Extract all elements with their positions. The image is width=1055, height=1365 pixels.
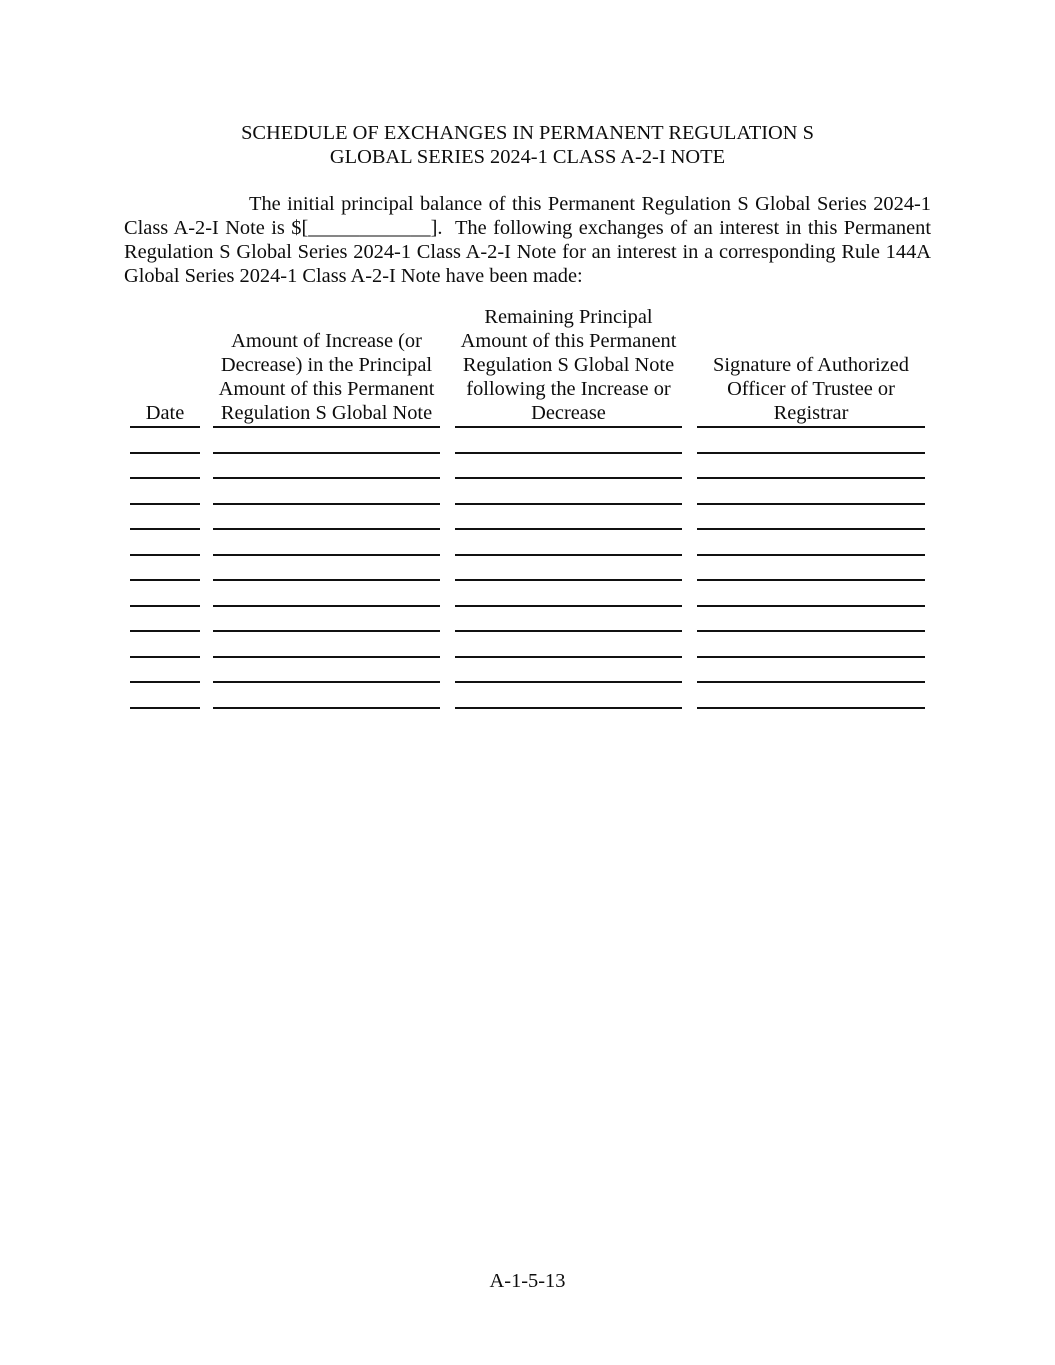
blank-entry-line (213, 530, 440, 556)
blank-entry-line (697, 428, 925, 454)
table-row (130, 581, 925, 607)
table-row (130, 658, 925, 684)
column-header-remaining-principal (455, 305, 682, 428)
table-row (130, 632, 925, 658)
blank-entry-line (455, 428, 682, 454)
blank-entry-line (697, 683, 925, 709)
blank-entry-line (697, 632, 925, 658)
column-header-line: Decrease (531, 402, 606, 424)
paragraph-line: Class A-2-I Note is $[____________]. The following exchanges of an interest in this Permanent (124, 217, 931, 239)
blank-entry-line (130, 683, 200, 709)
blank-entry-line (697, 479, 925, 505)
blank-entry-line (130, 479, 200, 505)
blank-entry-line (697, 658, 925, 684)
blank-entry-line (213, 581, 440, 607)
blank-entry-line (697, 607, 925, 633)
blank-entry-line (130, 505, 200, 531)
column-header-line: Regulation S Global Note (462, 354, 675, 376)
blank-entry-line (455, 556, 682, 582)
blank-entry-line (130, 658, 200, 684)
exchange-schedule-table (130, 305, 925, 709)
column-header-line: Date (145, 402, 185, 424)
blank-entry-line (213, 607, 440, 633)
blank-entry-line (697, 454, 925, 480)
column-header-line: Decrease) in the Principal (220, 354, 433, 376)
blank-entry-line (130, 428, 200, 454)
column-header-signature (697, 353, 925, 428)
blank-entry-line (130, 607, 200, 633)
blank-entry-line (455, 581, 682, 607)
intro-paragraph (124, 192, 931, 288)
table-row (130, 683, 925, 709)
table-row (130, 428, 925, 454)
blank-entry-line (130, 632, 200, 658)
column-header-line: Amount of this Permanent (460, 330, 677, 352)
table-row (130, 530, 925, 556)
blank-entry-line (213, 556, 440, 582)
blank-entry-line (697, 530, 925, 556)
table-row (130, 607, 925, 633)
page-number: A-1-5-13 (489, 1270, 566, 1292)
blank-entry-line (455, 683, 682, 709)
blank-entry-line (130, 530, 200, 556)
table-row (130, 556, 925, 582)
document-title (0, 121, 1055, 169)
table-header (130, 305, 925, 428)
table-rows (130, 428, 925, 709)
blank-entry-line (213, 505, 440, 531)
title-line: GLOBAL SERIES 2024-1 CLASS A-2-I NOTE (329, 146, 726, 168)
blank-entry-line (455, 454, 682, 480)
blank-entry-line (213, 658, 440, 684)
paragraph-line: Global Series 2024-1 Class A-2-I Note have been made: (124, 265, 583, 287)
blank-entry-line (455, 505, 682, 531)
blank-entry-line (130, 454, 200, 480)
column-header-date (130, 401, 200, 428)
blank-entry-line (455, 607, 682, 633)
blank-entry-line (213, 632, 440, 658)
blank-entry-line (697, 556, 925, 582)
blank-entry-line (213, 454, 440, 480)
table-row (130, 454, 925, 480)
column-header-line: Regulation S Global Note (220, 402, 433, 424)
blank-entry-line (130, 556, 200, 582)
blank-entry-line (455, 658, 682, 684)
column-header-line: Officer of Trustee or (727, 378, 895, 400)
blank-entry-line (213, 683, 440, 709)
blank-entry-line (455, 632, 682, 658)
blank-entry-line (697, 505, 925, 531)
table-row (130, 505, 925, 531)
blank-entry-line (213, 428, 440, 454)
blank-entry-line (455, 479, 682, 505)
blank-entry-line (130, 581, 200, 607)
column-header-line: Registrar (773, 402, 849, 424)
column-header-line: following the Increase or (466, 378, 671, 400)
column-header-amount-increase-decrease (213, 329, 440, 428)
column-header-line: Remaining Principal (484, 306, 653, 328)
blank-entry-line (455, 530, 682, 556)
title-line: SCHEDULE OF EXCHANGES IN PERMANENT REGULATION S (241, 122, 814, 144)
column-header-line: Signature of Authorized (713, 354, 909, 376)
paragraph-line: The initial principal balance of this Permanent Regulation S Global Series 2024-1 (249, 193, 931, 215)
blank-entry-line (697, 581, 925, 607)
blank-entry-line (213, 479, 440, 505)
table-row (130, 479, 925, 505)
paragraph-line: Regulation S Global Series 2024-1 Class A-2-I Note for an interest in a corresponding Rule 144A (124, 241, 931, 263)
column-header-line: Amount of this Permanent (218, 378, 435, 400)
column-header-line: Amount of Increase (or (231, 330, 422, 352)
